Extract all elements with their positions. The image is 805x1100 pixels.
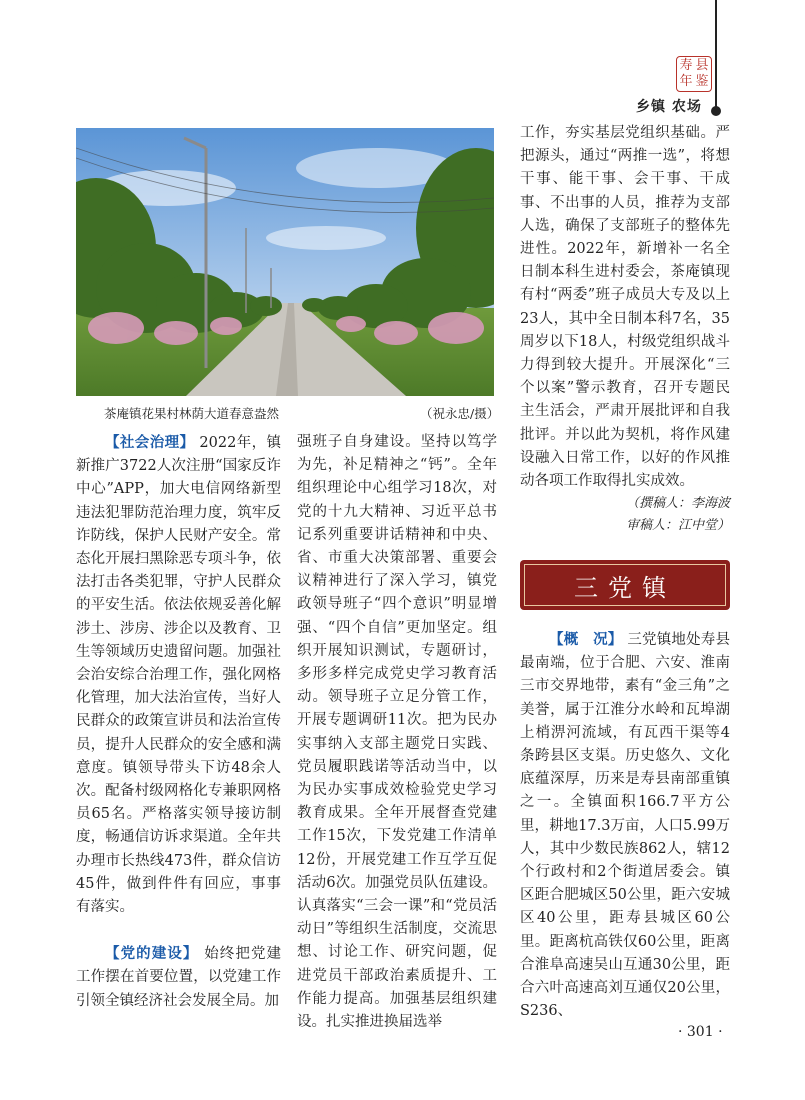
- column-1: [76, 431, 281, 1013]
- party-building-conclusion: 工作，夯实基层党组织基础。严把源头，通过“两推一选”，将想干事、能干事、会干事、干成事、不出事的人员，推荐为支部人选，确保了支部班子的整体先进性。2022年，新增补一名全日制本科生进村委会，茶庵镇现有村“两委”班子成员大专及以上23人，其中全日制本科7名，35周岁以下18人，村级党组织战斗力得到较大提升。开展深化“三个以案”警示教育，召开专题民主生活会，严肃开展批评和自我批评。并以此为契机，将作风建设融入日常工作，以好的作风推动各项工作取得扎实成效。: [520, 125, 730, 490]
- town-title: 三党镇: [524, 564, 726, 606]
- photo-credit: （祝永忠/摄）: [420, 406, 500, 421]
- party-building-tag: 【党的建设】: [105, 945, 199, 963]
- tree-lined-road-photo: [76, 128, 494, 396]
- social-governance-paragraph: 【社会治理】 2022年，镇新推广3722人次注册“国家反诈中心”APP，加大电信网络新型违法犯罪防范治理力度，筑牢反诈防线，保护人民财产安全。常态化开展扫黑除恶专项斗争，依法打击各类犯罪，守护人民群众的平安生活。依法依规妥善化解涉土、涉房、涉企以及教育、卫生等领域历史遗留问题。加强社会治安综合治理工作，强化网格化管理，加大法治宣传，当好人民群众的政策宣讲员和法治宣传员，提升人民群众的安全感和满意度。镇领导带头下访48余人次。配备村级网格化专兼职网格员65名。严格落实领导接访制度，畅通信访诉求渠道。全年共办理市长热线473件，群众信访45件，做到件件有回应，事事有落实。: [76, 434, 282, 916]
- yearbook-seal-logo: 寿 县 年 鉴: [676, 56, 712, 92]
- overview-paragraph: 【概 况】 三党镇地处寿县最南端，位于合肥、六安、淮南三市交界地带，素有“金三角”之美誉，属于江淮分水岭和瓦埠湖上梢淠河流域，有瓦西干渠等4条跨县区支渠。历史悠久、文化底蕴深厚，历来是寿县南部重镇之一。全镇面积166.7平方公里，耕地17.3万亩，人口5.99万人，其中少数民族862人，辖12个行政村和2个街道居委会。镇区距合肥城区50公里，距六安城区40公里，距寿县城区60公里。距离杭高铁仅60公里，距离合淮阜高速吴山互通30公里，距合六叶高速高刘互通仅20公里，S236、: [520, 631, 731, 1020]
- party-building-continued: 强班子自身建设。坚持以笃学为先，补足精神之“钙”。全年组织理论中心组学习18次，对党的十九大精神、习近平总书记系列重要讲话精神和中央、省、市重大决策部署、重要会议精神进行了深入学习，镇党政领导班子“四个意识”明显增强、“四个自信”更加坚定。组织开展知识测试，专题研讨，多形多样完成党史学习教育活动。领导班子立足分管工作，开展专题调研11次。把为民办实事纳入支部主题党日实践、党员履职践诺等活动当中，以为民办实事成效检验党史学习教育成果。全年开展督查党建工作15次，下发党建工作清单12份，开展党建工作互学互促活动6次。加强党员队伍建设。认真落实“三会一课”和“党员活动日”等组织生活制度，交流思想、讨论工作、研究问题，促进党员干部政治素质提升、工作能力提高。加强基层组织建设。扎实推进换届选举: [297, 434, 497, 1031]
- reviewer-line: 审稿人：江中堂）: [625, 518, 730, 534]
- town-title-banner: [520, 560, 730, 610]
- author-line: （撰稿人：李海波: [625, 496, 730, 512]
- header-rule-dot: [711, 106, 721, 116]
- column-4: [520, 628, 730, 1023]
- social-governance-tag: 【社会治理】: [105, 434, 195, 451]
- header-rule: [715, 0, 717, 110]
- page-number: · 301 ·: [678, 1024, 723, 1040]
- party-building-paragraph: 【党的建设】 始终把党建工作摆在首要位置，以党建工作引领全镇经济社会发展全局。加: [76, 945, 282, 1009]
- photo-caption: 茶庵镇花果村林荫大道春意盎然: [104, 406, 280, 421]
- section-header: 乡镇 农场: [636, 99, 702, 115]
- column-2: [297, 431, 497, 1034]
- column-3: [520, 122, 730, 537]
- overview-tag: 【概 况】: [549, 631, 623, 648]
